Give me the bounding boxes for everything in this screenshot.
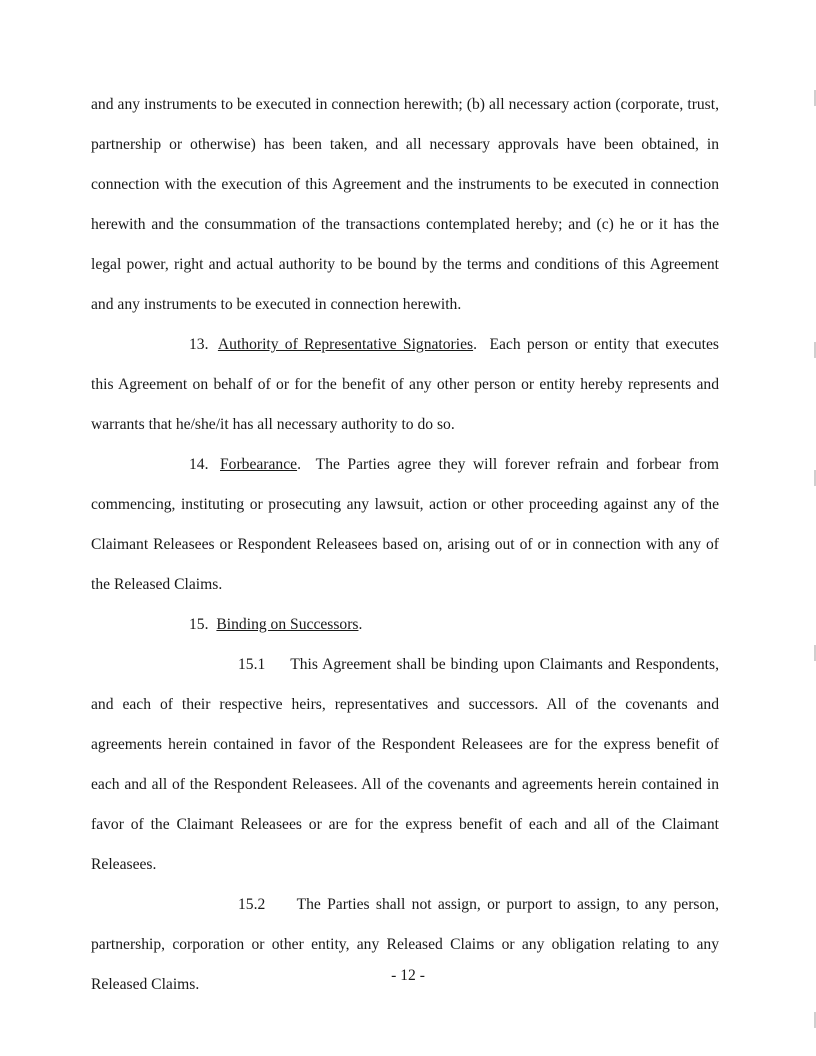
document-body — [91, 85, 719, 1005]
page-number: - 12 - — [391, 967, 425, 984]
subsection-15-1-body: This Agreement shall be binding upon Claimants and Respondents, and each of their respective heirs, representatives and successors. All of the covenants and agreements herein contained in favor of the Respondent Releasees are for the express benefit of each and all of the Respondent Releasees. All of the covenants and agreements herein contained in favor of the Claimant Releasees or are for the express benefit of each and all of the Claimant Releasees. — [91, 656, 719, 873]
subsection-15-2-number: 15.2 — [238, 896, 266, 913]
section-14-body: The Parties agree they will forever refrain and forbear from commencing, instituting or prosecuting any lawsuit, action or other proceeding against any of the Claimant Releasees or Respondent Releasees based on, arising out of or in connection with any of the Released Claims. — [91, 456, 720, 593]
section-13 — [91, 325, 719, 445]
intro-paragraph: and any instruments to be executed in connection herewith; (b) all necessary action (corporate, trust, partnership or otherwise) has been taken, and all necessary approvals have been obtained, in connection with the execution of this Agreement and the instruments to be executed in connection herewith and the consummation of the transactions contemplated hereby; and (c) he or it has the legal power, right and actual authority to be bound by the terms and conditions of this Agreement and any instruments to be executed in connection herewith. — [91, 96, 719, 313]
subsection-15-1 — [91, 645, 719, 885]
section-13-number: 13. — [189, 336, 209, 353]
section-13-body: Each person or entity that executes this Agreement on behalf of or for the benefit of any other person or entity hereby represents and warrants that he/she/it has all necessary authority to do so. — [91, 336, 720, 433]
section-14-heading-punct: . — [297, 456, 301, 473]
subsection-15-1-number: 15.1 — [238, 656, 266, 673]
section-15-heading: Binding on Successors — [216, 616, 359, 633]
section-15-number: 15. — [189, 616, 209, 633]
section-15-heading-punct: . — [358, 616, 363, 633]
section-13-heading-punct: . — [473, 336, 477, 353]
subsection-15-2-body: The Parties shall not assign, or purport to assign, to any person, partnership, corporation or other entity, any Released Claims or any obligation relating to any Released Claims. — [91, 896, 719, 993]
section-14 — [91, 445, 719, 605]
section-15-heading-line — [91, 605, 719, 645]
section-14-number: 14. — [189, 456, 209, 473]
section-14-heading: Forbearance — [220, 456, 298, 473]
section-13-heading: Authority of Representative Signatories — [217, 336, 474, 353]
